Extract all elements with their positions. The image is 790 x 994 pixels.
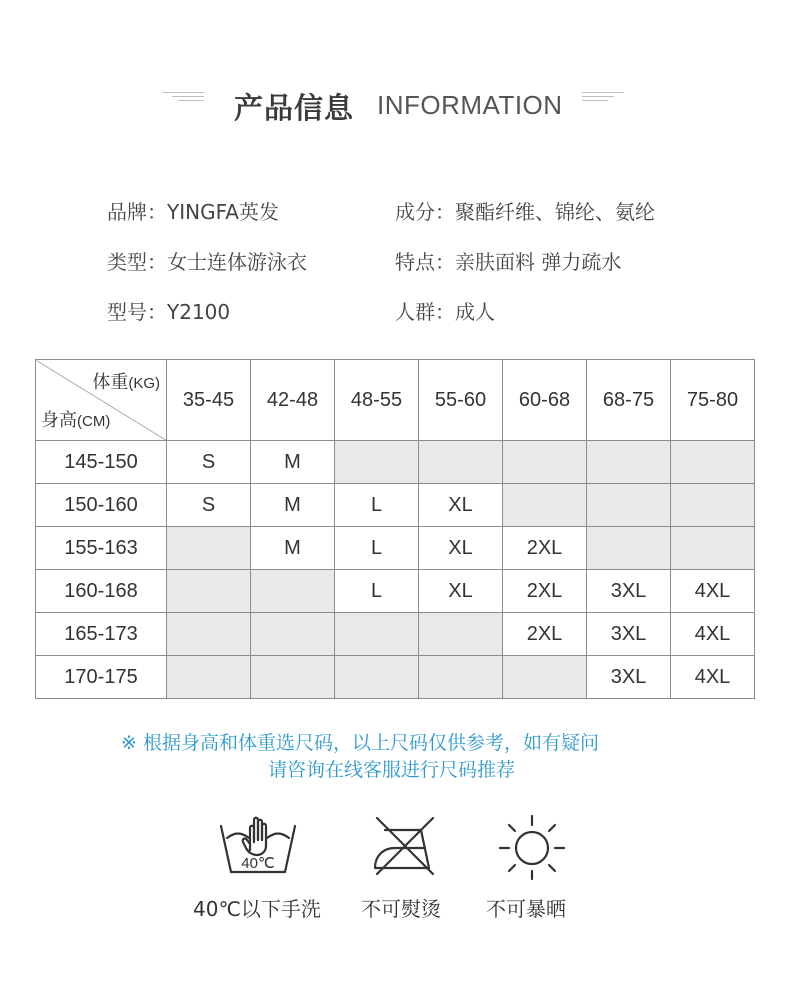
info-type: 类型：女士连体游泳衣 — [107, 250, 307, 274]
size-chart-table — [35, 359, 755, 699]
info-material: 成分：聚酯纤维、锦纶、氨纶 — [395, 200, 655, 224]
care-label-no-iron: 不可熨烫 — [361, 897, 441, 921]
weight-header-cell: 35-45 — [167, 360, 251, 441]
weight-axis-label: 体重(KG) — [92, 372, 160, 392]
table-row — [36, 484, 755, 527]
weight-header-cell: 42-48 — [251, 360, 335, 441]
wash-temperature-text: 40℃ — [241, 855, 275, 872]
header-decoration-right — [582, 92, 624, 104]
table-row — [36, 570, 755, 613]
info-row — [0, 240, 790, 276]
empty-size-cell — [503, 441, 587, 484]
size-note-line2: 请咨询在线客服进行尺码推荐 — [268, 759, 516, 781]
info-features: 特点：亲肤面料 弹力疏水 — [395, 250, 622, 274]
empty-size-cell — [419, 441, 503, 484]
size-cell: 2XL — [503, 527, 587, 570]
weight-header-cell: 60-68 — [503, 360, 587, 441]
height-range-cell: 160-168 — [36, 570, 167, 613]
size-cell: 2XL — [503, 613, 587, 656]
height-range-cell: 145-150 — [36, 441, 167, 484]
size-cell: S — [167, 484, 251, 527]
height-range-cell: 165-173 — [36, 613, 167, 656]
table-row — [36, 441, 755, 484]
info-brand: 品牌：YINGFA英发 — [107, 200, 279, 224]
height-range-cell: 170-175 — [36, 656, 167, 699]
empty-size-cell — [167, 570, 251, 613]
no-iron-icon — [371, 812, 437, 876]
empty-size-cell — [419, 656, 503, 699]
empty-size-cell — [251, 613, 335, 656]
size-cell: 3XL — [587, 570, 671, 613]
hand-wash-40-icon — [219, 812, 297, 880]
info-row — [0, 290, 790, 326]
size-cell: M — [251, 484, 335, 527]
empty-size-cell — [167, 656, 251, 699]
size-cell: S — [167, 441, 251, 484]
table-corner-cell — [36, 360, 167, 441]
section-title-en: INFORMATION — [377, 90, 563, 120]
empty-size-cell — [587, 527, 671, 570]
table-row — [36, 656, 755, 699]
care-label-hand-wash: 40℃以下手洗 — [193, 897, 321, 921]
size-cell: XL — [419, 570, 503, 613]
empty-size-cell — [671, 484, 755, 527]
empty-size-cell — [503, 484, 587, 527]
empty-size-cell — [671, 441, 755, 484]
section-header — [0, 82, 790, 132]
table-row — [36, 527, 755, 570]
size-cell: XL — [419, 527, 503, 570]
size-cell: L — [335, 527, 419, 570]
info-row — [0, 190, 790, 226]
weight-header-cell: 48-55 — [335, 360, 419, 441]
size-cell: XL — [419, 484, 503, 527]
height-range-cell: 150-160 — [36, 484, 167, 527]
empty-size-cell — [251, 570, 335, 613]
size-cell: 2XL — [503, 570, 587, 613]
empty-size-cell — [587, 484, 671, 527]
header-decoration-left — [162, 92, 204, 104]
size-cell: 4XL — [671, 656, 755, 699]
info-audience: 人群：成人 — [395, 300, 495, 324]
size-cell: 3XL — [587, 656, 671, 699]
size-cell: 3XL — [587, 613, 671, 656]
section-title-cn: 产品信息 — [234, 91, 355, 125]
weight-header-cell: 68-75 — [587, 360, 671, 441]
empty-size-cell — [335, 613, 419, 656]
empty-size-cell — [419, 613, 503, 656]
table-row — [36, 613, 755, 656]
care-label-no-sun: 不可暴晒 — [486, 897, 566, 921]
height-range-cell: 155-163 — [36, 527, 167, 570]
table-header-row — [36, 360, 755, 441]
empty-size-cell — [167, 613, 251, 656]
empty-size-cell — [167, 527, 251, 570]
empty-size-cell — [671, 527, 755, 570]
empty-size-cell — [251, 656, 335, 699]
sun-icon — [497, 812, 567, 880]
size-cell: 4XL — [671, 613, 755, 656]
info-model: 型号：Y2100 — [107, 300, 231, 324]
empty-size-cell — [335, 656, 419, 699]
size-cell: L — [335, 484, 419, 527]
empty-size-cell — [335, 441, 419, 484]
weight-header-cell: 75-80 — [671, 360, 755, 441]
weight-header-cell: 55-60 — [419, 360, 503, 441]
size-cell: L — [335, 570, 419, 613]
size-note-line1: ※ 根据身高和体重选尺码，以上尺码仅供参考，如有疑问 — [121, 732, 599, 754]
height-axis-label: 身高(CM) — [41, 410, 111, 430]
size-cell: M — [251, 527, 335, 570]
empty-size-cell — [587, 441, 671, 484]
empty-size-cell — [503, 656, 587, 699]
size-cell: M — [251, 441, 335, 484]
size-cell: 4XL — [671, 570, 755, 613]
